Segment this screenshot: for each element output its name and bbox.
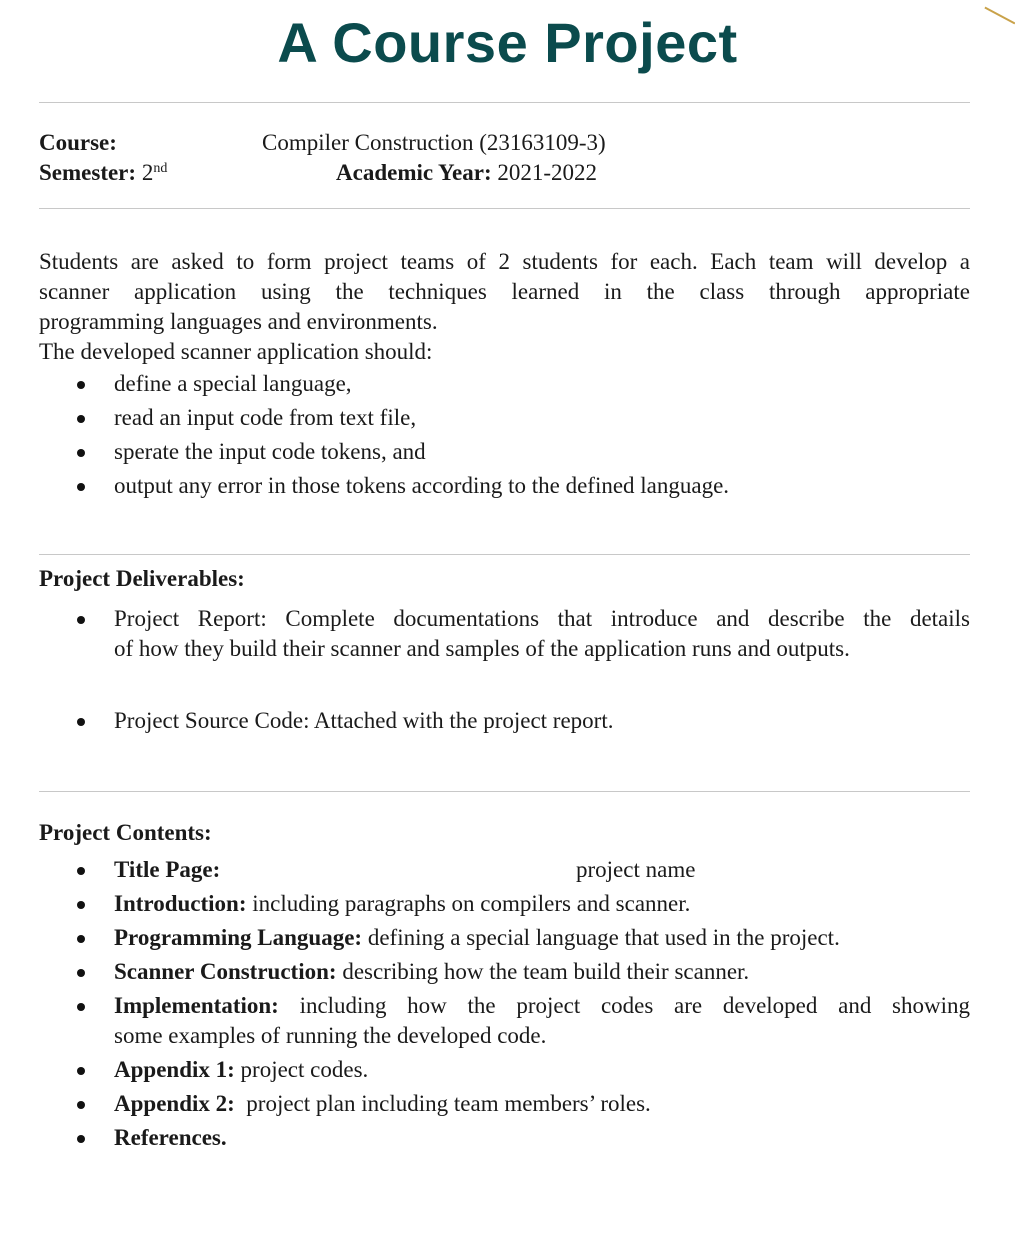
academic-year-value: 2021-2022 bbox=[497, 160, 598, 185]
list-item: sperate the input code tokens, and bbox=[39, 437, 970, 467]
intro-line: programming languages and environments. bbox=[39, 309, 438, 334]
contents-heading: Project Contents: bbox=[39, 820, 212, 845]
list-item: output any error in those tokens according to the defined language. bbox=[39, 471, 970, 501]
bullet-icon bbox=[77, 867, 85, 875]
intro-paragraph bbox=[39, 247, 970, 367]
list-item: Project Report: Complete documentations that introduce and describe the details of how they build their scanner and samples of the application runs and outputs. bbox=[39, 604, 970, 664]
academic-year-field: Academic Year: 2021-2022 bbox=[336, 160, 598, 185]
deliverables-list-2 bbox=[39, 706, 970, 736]
bullet-icon bbox=[77, 935, 85, 943]
list-item: Project Source Code: Attached with the project report. bbox=[39, 706, 970, 736]
deliverables-heading: Project Deliverables: bbox=[39, 566, 245, 591]
list-item: References. bbox=[39, 1123, 970, 1153]
semester-suffix: nd bbox=[153, 161, 168, 176]
bullet-icon bbox=[77, 449, 85, 457]
bullet-icon bbox=[77, 718, 85, 726]
intro-line: Students are asked to form project teams of 2 students for each. Each team will develop a bbox=[39, 249, 970, 274]
list-item: Scanner Construction: describing how the team build their scanner. bbox=[39, 957, 970, 987]
list-item: define a special language, bbox=[39, 369, 970, 399]
semester-field: Semester: 2nd bbox=[39, 160, 168, 185]
divider bbox=[39, 102, 970, 103]
divider bbox=[39, 208, 970, 209]
bullet-icon bbox=[77, 1135, 85, 1143]
list-item: Programming Language: defining a special language that used in the project. bbox=[39, 923, 970, 953]
deliverables-list bbox=[39, 604, 970, 664]
bullet-icon bbox=[77, 415, 85, 423]
list-item: Implementation: including how the project codes are developed and showing some examples of running the developed code. bbox=[39, 991, 970, 1051]
list-item: Appendix 2: project plan including team members’ roles. bbox=[39, 1089, 970, 1119]
bullet-icon bbox=[77, 483, 85, 491]
list-item: Appendix 1: project codes. bbox=[39, 1055, 970, 1085]
divider bbox=[39, 791, 970, 792]
bullet-icon bbox=[77, 1003, 85, 1011]
list-item: read an input code from text file, bbox=[39, 403, 970, 433]
intro-lead: The developed scanner application should: bbox=[39, 339, 433, 364]
list-item: Title Page: project name bbox=[39, 855, 970, 885]
list-item: Introduction: including paragraphs on compilers and scanner. bbox=[39, 889, 970, 919]
bullet-icon bbox=[77, 901, 85, 909]
divider bbox=[39, 554, 970, 555]
page-title: A Course Project bbox=[277, 11, 738, 74]
bullet-icon bbox=[77, 381, 85, 389]
bullet-icon bbox=[77, 1101, 85, 1109]
intro-line: scanner application using the techniques learned in the class through appropriate bbox=[39, 279, 970, 304]
semester-value: 2 bbox=[141, 160, 154, 185]
bullet-icon bbox=[77, 1067, 85, 1075]
course-value: Compiler Construction (23163109-3) bbox=[262, 130, 606, 155]
bullet-icon bbox=[77, 969, 85, 977]
contents-list bbox=[39, 855, 970, 1153]
course-label: Course: bbox=[39, 130, 117, 155]
requirements-list bbox=[39, 369, 970, 501]
bullet-icon bbox=[77, 616, 85, 624]
